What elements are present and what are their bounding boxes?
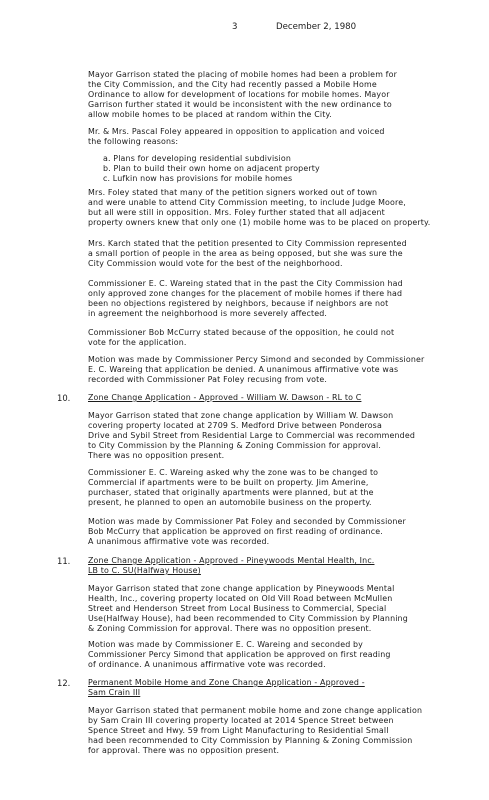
paragraph-crain-application: Mayor Garrison stated that permanent mobile home and zone change application by Sam Crain III covering property located at 2014 Spence Street between Spence Street and Hwy. 59 from Light Manufacturing to Residential Small had been recommended to City Commission by Planning & Zoning Commission for approval. There was no opposition present. [88,706,423,755]
list-item: a. Plans for developing residential subdivision [103,154,292,163]
item-number: 12. [57,678,71,688]
list-item: b. Plan to build their own home on adjacent property [103,163,320,173]
item-number: 11. [57,556,71,566]
paragraph-motion-pineywoods: Motion was made by Commissioner E. C. Wareing and seconded by Commissioner Percy Simond that application be approved on first reading of ordinance. A unanimous affirmative vote was recorded. [88,640,391,669]
paragraph-pineywoods-application: Mayor Garrison stated that zone change application by Pineywoods Mental Health, Inc., covering property located on Old Vill Road between McMullen Street and Henderson Street from Local Business to Commercial, Special Use(Halfway House), had been recommended to City Commission by Planning & Zoning Commission for approval. There was no opposition present. [88,584,408,633]
list-opposition-reasons [103,154,320,184]
item-number: 10. [57,393,71,403]
paragraph-mobile-home-ordinance: Mayor Garrison stated the placing of mobile homes had been a problem for the City Commission, and the City had recently passed a Mobile Home Ordinance to allow for development of locations for mobile homes. Mayor Garrison further stated it would be inconsistent with the new ordinance to allow mobile homes to be placed at random within the City. [88,70,397,119]
paragraph-motion-dawson: Motion was made by Commissioner Pat Foley and seconded by Commissioner Bob McCurry that application be approved on first reading of ordinance. A unanimous affirmative vote was recorded. [88,517,406,546]
paragraph-motion-denied: Motion was made by Commissioner Percy Simond and seconded by Commissioner E. C. Wareing that application be denied. A unanimous affirmative vote was recorded with Commissioner Pat Foley recusing from vote. [88,355,425,384]
item-heading-crain: Permanent Mobile Home and Zone Change Application - Approved - Sam Crain III [88,678,365,697]
paragraph-foley-opposition: Mr. & Mrs. Pascal Foley appeared in opposition to application and voiced the following reasons: [88,127,385,146]
item-heading-dawson: Zone Change Application - Approved - William W. Dawson - RL to C [88,393,362,402]
paragraph-wareing-statement: Commissioner E. C. Wareing stated that in the past the City Commission had only approved zone changes for the placement of mobile homes if there had been no objections registered by neighbors, because if neighbors are not in agreement the neighborhood is more severely affected. [88,279,403,318]
list-item: c. Lufkin now has provisions for mobile homes [103,173,293,183]
paragraph-amerine-statement: Commissioner E. C. Wareing asked why the zone was to be changed to Commercial if apartments were to be built on property. Jim Amerine, purchaser, stated that originally apartments were planned, but at the present, he planned to open an automobile business on the property. [88,468,379,507]
page-number: 3 [232,22,238,32]
paragraph-karch-statement: Mrs. Karch stated that the petition presented to City Commission represented a small portion of people in the area as being opposed, but she was sure the City Commission would vote for the best of the neighborhood. [88,239,407,268]
meeting-date: December 2, 1980 [276,22,357,32]
item-heading-pineywoods: Zone Change Application - Approved - Pineywoods Mental Health, Inc. LB to C. SU(Halfway House) [88,556,375,575]
paragraph-dawson-application: Mayor Garrison stated that zone change application by William W. Dawson covering property located at 2709 S. Medford Drive between Ponderosa Drive and Sybil Street from Residential Large to Commercial was recommended to City Commission by the Planning & Zoning Commission for approval. There was no opposition present. [88,411,415,460]
paragraph-mccurry-statement: Commissioner Bob McCurry stated because of the opposition, he could not vote for the application. [88,328,395,347]
paragraph-petition-signers: Mrs. Foley stated that many of the petition signers worked out of town and were unable to attend City Commission meeting, to include Judge Moore, but all were still in opposition. Mrs. Foley further stated that all adjacent property owners knew that only one (1) mobile home was to be placed on property. [88,188,431,227]
